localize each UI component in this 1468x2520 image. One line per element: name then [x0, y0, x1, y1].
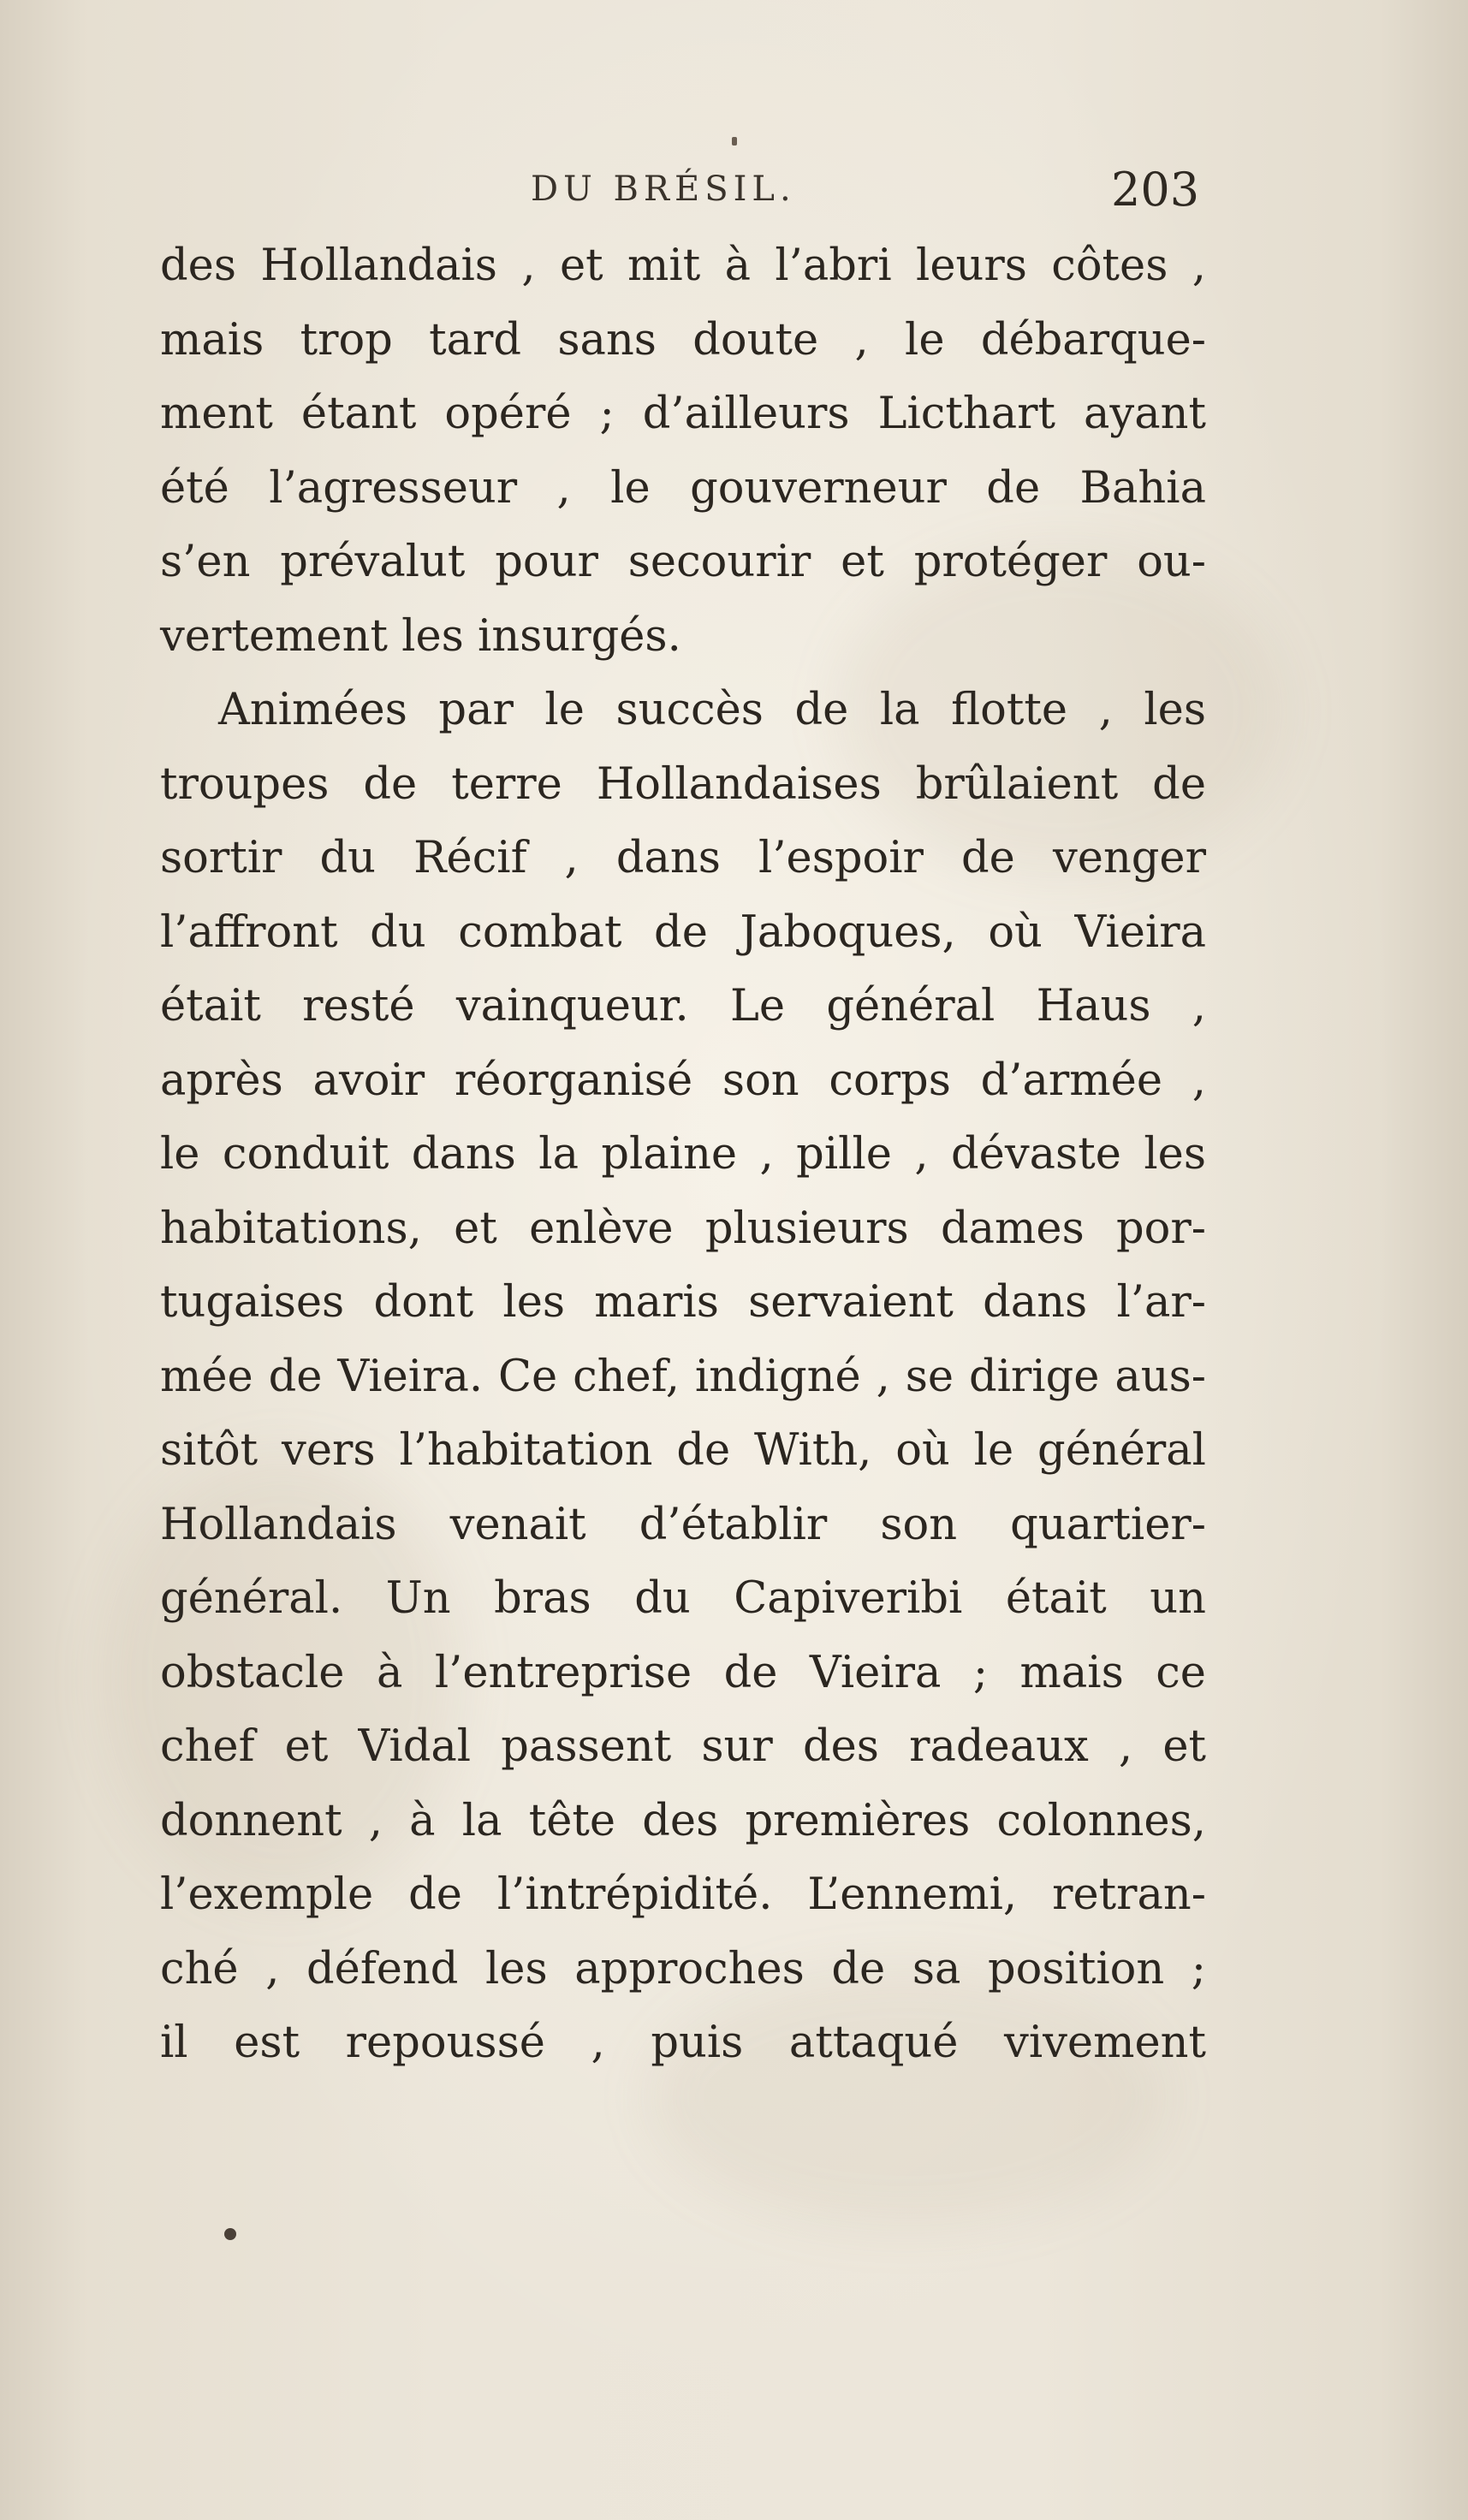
ink-dot	[224, 2228, 236, 2240]
body-text	[160, 229, 1206, 2081]
text-line: été l’agresseur , le gouverneur de Bahia	[160, 462, 1206, 514]
page-header	[0, 163, 1468, 221]
text-line: donnent , à la tête des premières colonnes,	[160, 1795, 1206, 1846]
text-line: Hollandais venait d’établir son quartier-	[160, 1499, 1206, 1550]
text-line: l’affront du combat de Jaboques, où Vieira	[160, 906, 1206, 958]
text-line: obstacle à l’entreprise de Vieira ; mais ce	[160, 1647, 1206, 1698]
text-line: ché , défend les approches de sa position ;	[160, 1943, 1206, 1994]
text-line: il est repoussé , puis attaqué vivement	[160, 2018, 1206, 2068]
text-line: général. Un bras du Capiveribi était un	[160, 1573, 1206, 1624]
text-line: des Hollandais , et mit à l’abri leurs côtes ,	[160, 241, 1206, 291]
text-line: l’exemple de l’intrépidité. L’ennemi, retran-	[160, 1869, 1206, 1920]
text-line: vertement les insurgés.	[160, 610, 681, 662]
text-line: chef et Vidal passent sur des radeaux , et	[160, 1721, 1206, 1772]
running-title: DU BRÉSIL.	[531, 169, 796, 209]
text-line: habitations, et enlève plusieurs dames por-	[160, 1203, 1206, 1254]
text-line: sortir du Récif , dans l’espoir de venger	[160, 833, 1206, 883]
page-number: 203	[1111, 163, 1200, 217]
text-line: troupes de terre Hollandaises brûlaient de	[160, 758, 1206, 810]
text-line: après avoir réorganisé son corps d’armée ,	[160, 1055, 1206, 1106]
text-line: mais trop tard sans doute , le débarque-	[160, 314, 1206, 366]
ink-mark	[732, 137, 737, 146]
text-line: ment étant opéré ; d’ailleurs Licthart ayant	[160, 389, 1206, 439]
text-line: le conduit dans la plaine , pille , dévaste les	[160, 1129, 1206, 1180]
text-line: sitôt vers l’habitation de With, où le général	[160, 1425, 1206, 1476]
text-line: tugaises dont les maris servaient dans l’ar-	[160, 1277, 1206, 1328]
text-line: mée de Vieira. Ce chef, indigné , se dirige aus-	[160, 1351, 1206, 1402]
text-line: Animées par le succès de la flotte , les	[218, 685, 1206, 735]
text-line: s’en prévalut pour secourir et protéger ou-	[160, 537, 1206, 587]
text-line: était resté vainqueur. Le général Haus ,	[160, 981, 1206, 1031]
